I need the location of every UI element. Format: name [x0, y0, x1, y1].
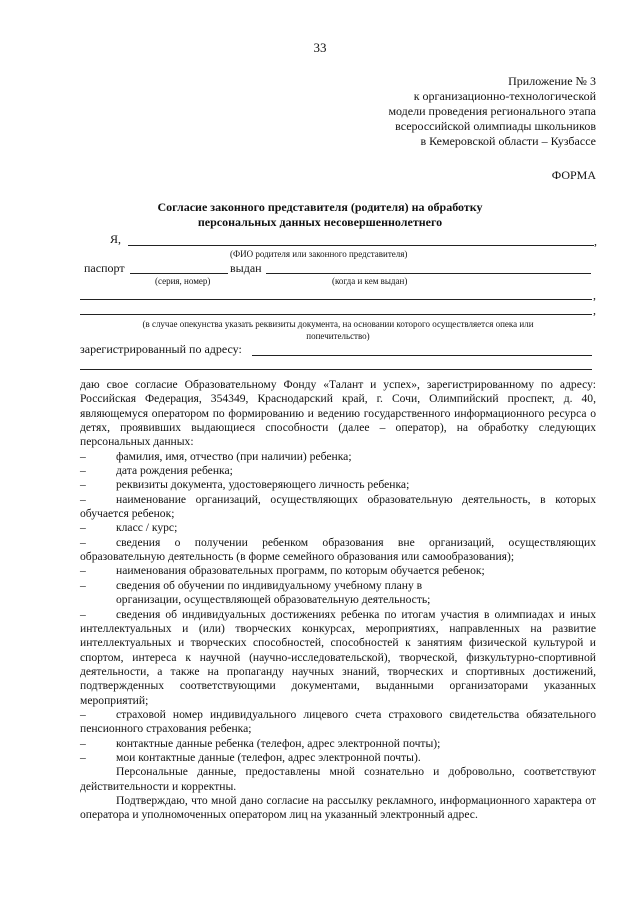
comma: , [593, 303, 596, 317]
address-field[interactable] [252, 355, 592, 356]
appendix-line: в Кемеровской области – Кузбассе [420, 134, 596, 148]
appendix-line: модели проведения регионального этапа [388, 104, 596, 118]
dash: – [80, 707, 86, 721]
document-title [0, 200, 640, 230]
appendix-line: Приложение № 3 [508, 74, 596, 88]
address-label: зарегистрированный по адресу: [80, 342, 242, 356]
guardian-caption-line: (в случае опекунства указать реквизиты документа, на основании которого осуществляется опека или [142, 319, 534, 329]
mailing-consent-paragraph: Подтверждаю, что мной дано согласие на рассылку рекламного, информационного характера от оператора и уполномоченных оператором лиц на указанный электронный адрес. [80, 793, 596, 822]
list-item: – дата рождения ребенка; [80, 464, 233, 478]
consent-body [80, 378, 596, 823]
appendix-header [388, 74, 596, 149]
dash: – [80, 607, 86, 621]
accuracy-paragraph: Персональные данные, предоставлены мной сознательно и добровольно, соответствуют действительности и корректны. [80, 765, 596, 793]
list-item: – наименования образовательных программ, по которым обучается ребенок; [80, 564, 485, 578]
dash: – [80, 492, 86, 506]
list-item: – контактные данные ребенка (телефон, адрес электронной почты); [80, 736, 441, 750]
list-item: – реквизиты документа, удостоверяющего личность ребенка; [80, 478, 410, 492]
guardian-caption [80, 318, 596, 342]
dash: – [80, 750, 86, 764]
issued-by-field[interactable] [266, 273, 591, 274]
ya-label: Я, [110, 232, 122, 246]
list-item: – сведения о получении ребенком образования вне организаций, осуществляющих образовательную деятельность (в форме семейного образования или самообразования); [80, 535, 596, 564]
list-item: – сведения об обучении по индивидуальному учебному плану в [80, 578, 423, 592]
dash: – [80, 521, 86, 535]
address-field-2[interactable] [80, 369, 592, 370]
list-item: – страховой номер индивидуального лицевого счета страхового свидетельства обязательного пенсионного страхования ребенка; [80, 707, 596, 736]
list-item: – сведения об индивидуальных достижениях ребенка по итогам участия в олимпиадах и иных интеллектуальных и (или) творческих конкурсах, мероприятиях, направленных на развитие интеллектуальных и творческих способностей, способностей к занятиям физической культурой и спортом, интереса к научной (научно-исследовательской), творческой, физкультурно-спортивной деятельности, а также на пропаганду научных знаний, творческих и спортивных достижений, подтвержденных соответствующими документами, выданными организаторами указанных мероприятий; [80, 607, 596, 707]
page-number: 33 [313, 40, 327, 55]
series-caption: (серия, номер) [155, 276, 211, 286]
comma: , [594, 234, 597, 248]
list-item: – мои контактные данные (телефон, адрес электронной почты). [80, 750, 421, 764]
dash: – [80, 478, 86, 492]
issued-caption: (когда и кем выдан) [332, 276, 408, 286]
parent-name-field[interactable] [128, 245, 594, 246]
list-item-continuation: организации, осуществляющей образовательную деятельность; [116, 593, 431, 607]
list-item: – наименование организаций, осуществляющих образовательную деятельность, в которых обучается ребенок; [80, 492, 596, 521]
guardian-caption-line: попечительство) [306, 331, 370, 341]
dash: – [80, 578, 86, 592]
list-item: – класс / курс; [80, 521, 178, 535]
dash: – [80, 464, 86, 478]
passport-number-field[interactable] [130, 273, 228, 274]
issued-label: выдан [230, 261, 262, 275]
intro-paragraph: даю свое согласие Образовательному Фонду «Талант и успех», зарегистрированному по адресу: Российская Федерация, 354349, Краснодарский край, г. Сочи, Олимпийский проспект, д. 40, являющемуся оператором по формированию и ведению государственного информационного ресурса о детях, проявивших выдающиеся способности (далее – оператор), на обработку следующих персональных данных: [80, 378, 596, 449]
dash: – [80, 736, 86, 750]
dash: – [80, 564, 86, 578]
dash: – [80, 535, 86, 549]
title-line-2: персональных данных несовершеннолетнего [197, 215, 443, 229]
list-item: – фамилия, имя, отчество (при наличии) ребенка; [80, 449, 352, 463]
passport-label: паспорт [84, 261, 125, 275]
fio-caption: (ФИО родителя или законного представителя) [230, 249, 408, 259]
appendix-line: всероссийской олимпиады школьников [395, 119, 596, 133]
form-label: ФОРМА [551, 168, 596, 182]
title-line-1: Согласие законного представителя (родителя) на обработку [157, 200, 483, 214]
comma: , [593, 288, 596, 302]
appendix-line: к организационно-технологической [413, 89, 596, 103]
extra-field-2[interactable] [80, 314, 592, 315]
dash: – [80, 449, 86, 463]
extra-field-1[interactable] [80, 299, 592, 300]
